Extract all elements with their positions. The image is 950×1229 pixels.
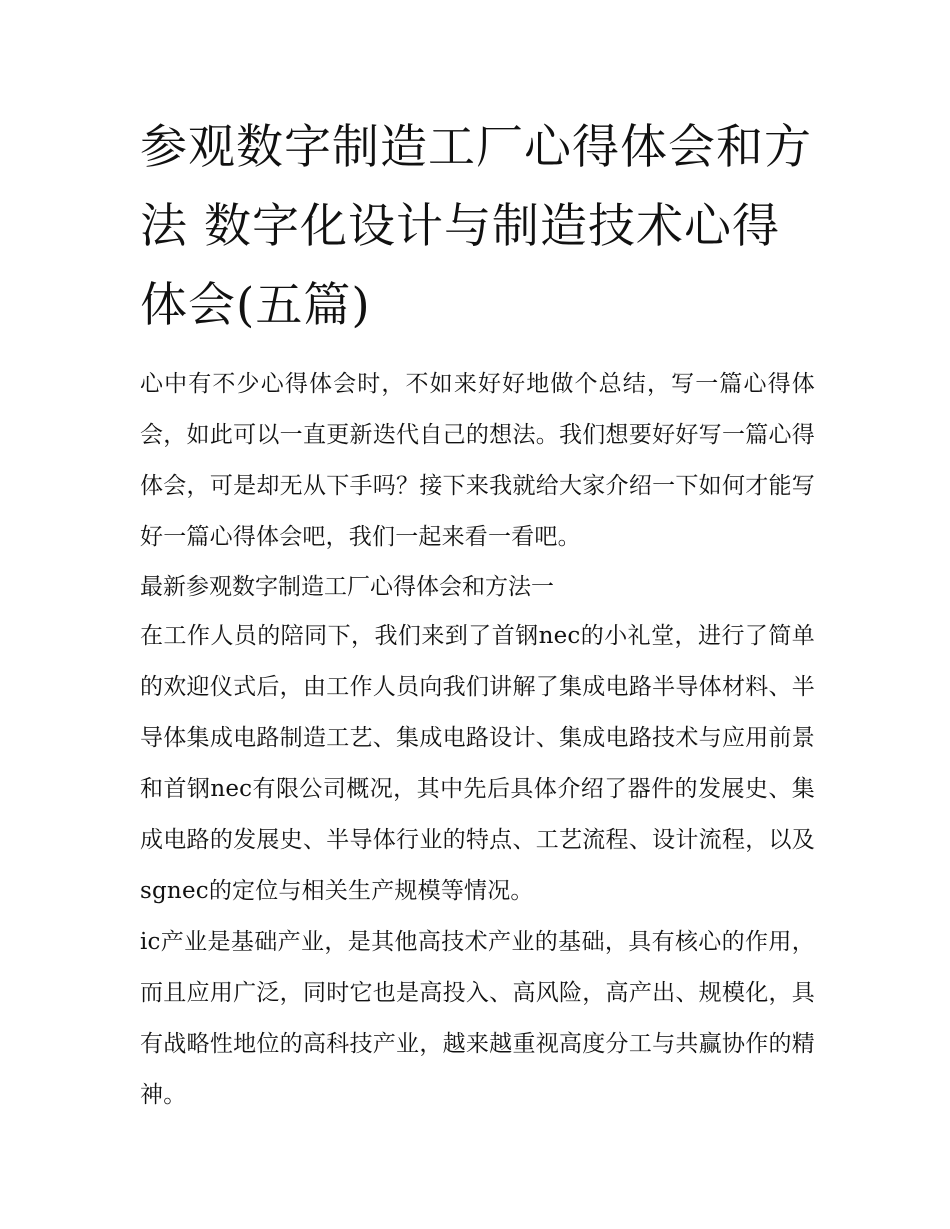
document-title: 参观数字制造工厂心得体会和方法 数字化设计与制造技术心得体会(五篇) (140, 120, 812, 333)
document-body (140, 359, 815, 1121)
body-paragraph-1: 在工作人员的陪同下，我们来到了首钢nec的小礼堂，进行了简单的欢迎仪式后，由工作人员向我们讲解了集成电路半导体材料、半导体集成电路制造工艺、集成电路设计、集成电路技术与应用前景和首钢nec有限公司概况，其中先后具体介绍了器件的发展史、集成电路的发展史、半导体行业的特点、工艺流程、设计流程，以及sgnec的定位与相关生产规模等情况。 (140, 623, 815, 904)
body-paragraph-2: ic产业是基础产业，是其他高技术产业的基础，具有核心的作用，而且应用广泛，同时它也是高投入、高风险，高产出、规模化，具有战略性地位的高科技产业，越来越重视高度分工与共赢协作的精神。 (140, 929, 815, 1108)
section-heading: 最新参观数字制造工厂心得体会和方法一 (140, 574, 554, 600)
intro-paragraph: 心中有不少心得体会时，不如来好好地做个总结，写一篇心得体会，如此可以一直更新迭代自己的想法。我们想要好好写一篇心得体会，可是却无从下手吗？接下来我就给大家介绍一下如何才能写好一篇心得体会吧，我们一起来看一看吧。 (140, 371, 815, 550)
document-page (140, 108, 815, 1121)
